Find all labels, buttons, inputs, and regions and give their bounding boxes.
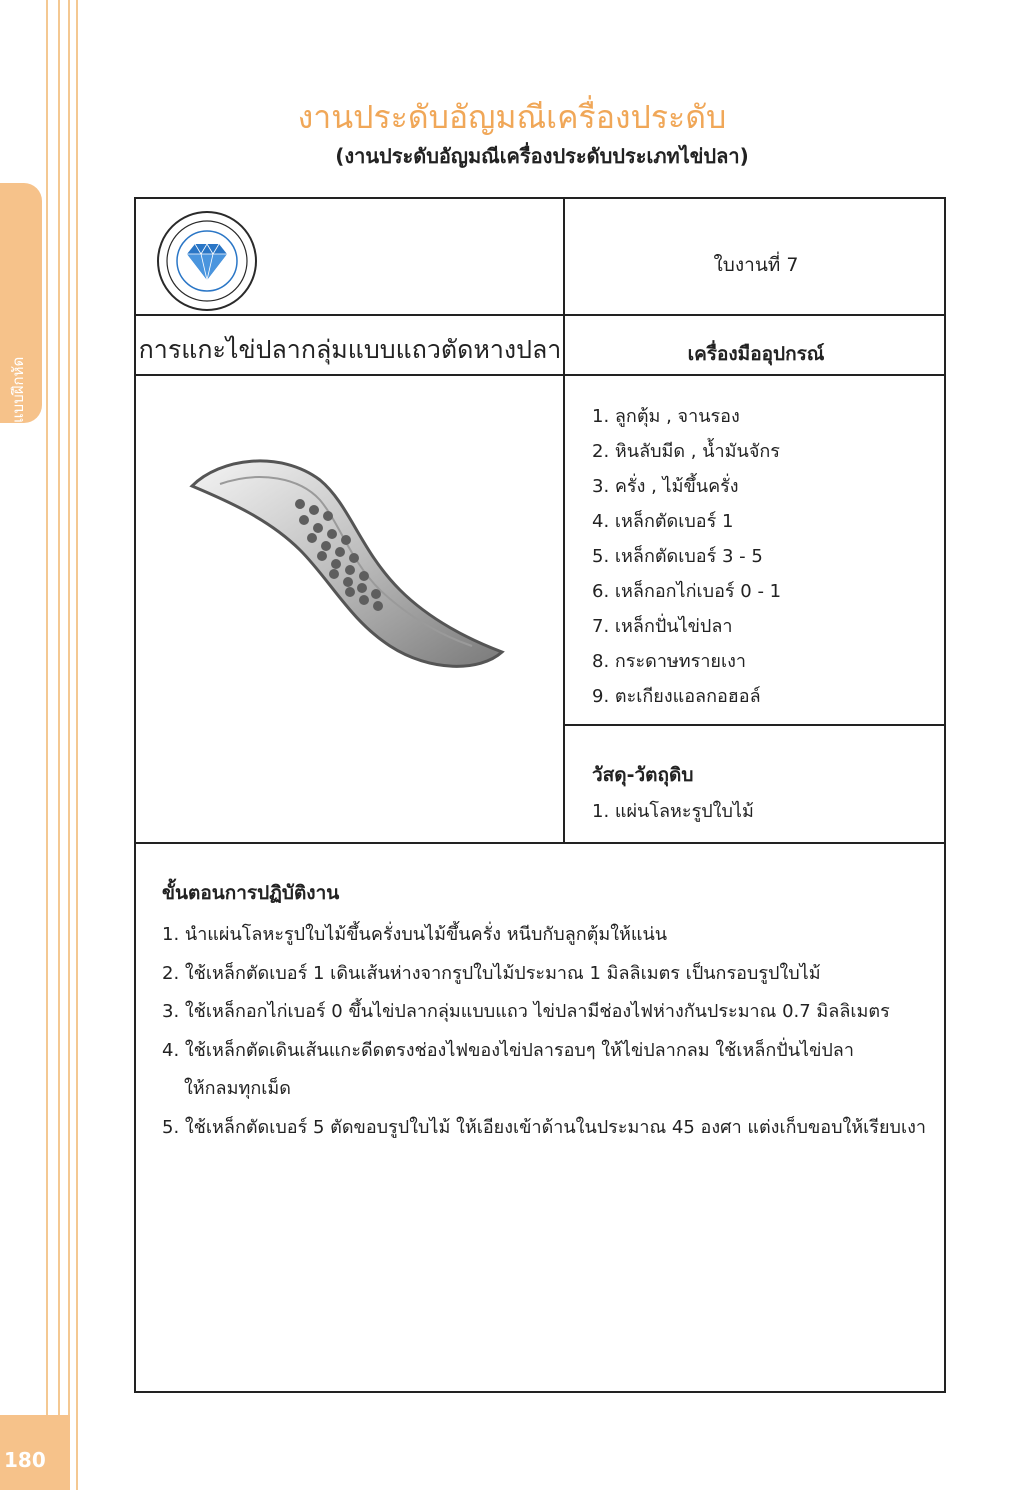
leaf-brooch-image [180, 440, 510, 680]
margin-stripe [68, 0, 70, 1490]
worksheet-frame [134, 197, 946, 1393]
step-item: 4. ใช้เหล็กตัดเดินเส้นแกะดีดตรงช่องไฟของไข่ปลารอบๆ ให้ไข่ปลากลม ใช้เหล็กปั่นไข่ปลา [162, 1039, 854, 1061]
tool-item: 3. ครั่ง , ไม้ขึ้นครั่ง [592, 476, 739, 497]
step-item: 1. นำแผ่นโลหะรูปใบไม้ขึ้นครั่งบนไม้ขึ้นครั่ง หนีบกับลูกตุ้มให้แน่น [162, 924, 668, 945]
side-tab [0, 183, 42, 423]
page-number: 180 [4, 1448, 46, 1472]
row-divider [563, 724, 946, 726]
tools-heading: เครื่องมืออุปกรณ์ [687, 343, 825, 365]
margin-stripe [58, 0, 60, 1490]
work-title: การแกะไข่ปลากลุ่มแบบแถวตัดหางปลา [138, 335, 562, 364]
page-title: งานประดับอัญมณีเครื่องประดับ [297, 98, 727, 136]
step-item: 2. ใช้เหล็กตัดเบอร์ 1 เดินเส้นห่างจากรูปใบไม้ประมาณ 1 มิลลิเมตร เป็นกรอบรูปใบไม้ [162, 962, 821, 984]
column-divider [563, 197, 565, 843]
row-divider [134, 842, 946, 844]
tool-item: 7. เหล็กปั่นไข่ปลา [592, 616, 733, 637]
tool-item: 6. เหล็กอกไก่เบอร์ 0 - 1 [592, 581, 782, 602]
step-item-continuation: ให้กลมทุกเม็ด [184, 1078, 291, 1099]
margin-stripe [46, 0, 48, 1490]
step-item: 3. ใช้เหล็กอกไก่เบอร์ 0 ขึ้นไข่ปลากลุ่มแบบแถว ไข่ปลามีช่องไฟห่างกันประมาณ 0.7 มิลลิเมตร [162, 1001, 890, 1022]
side-tab-label: แบบฝึกหัด [9, 356, 27, 423]
tool-item: 4. เหล็กตัดเบอร์ 1 [592, 511, 734, 532]
row-divider [134, 374, 946, 376]
row-divider [134, 314, 946, 316]
tool-item: 1. ลูกตุ้ม , จานรอง [592, 406, 740, 427]
tools-list [592, 404, 781, 719]
steps-heading: ขั้นตอนการปฏิบัติงาน [162, 882, 340, 904]
margin-stripe [76, 0, 78, 1490]
materials-heading: วัสดุ-วัตถุดิบ [592, 764, 694, 786]
institute-logo [156, 210, 258, 312]
tool-item: 8. กระดาษทรายเงา [592, 651, 747, 672]
step-item: 5. ใช้เหล็กตัดเบอร์ 5 ตัดขอบรูปใบไม้ ให้เอียงเข้าด้านในประมาณ 45 องศา แต่งเก็บขอบให้เรียบเงา [162, 1116, 926, 1138]
steps-list [162, 916, 932, 1147]
tool-item: 2. หินลับมีด , น้ำมันจักร [592, 441, 780, 462]
material-item: 1. แผ่นโลหะรูปใบไม้ [592, 801, 754, 822]
worksheet-number: ใบงานที่ 7 [713, 254, 799, 276]
tool-item: 5. เหล็กตัดเบอร์ 3 - 5 [592, 546, 763, 567]
tool-item: 9. ตะเกียงแอลกอฮอล์ [592, 686, 761, 707]
page-subtitle: (งานประดับอัญมณีเครื่องประดับประเภทไข่ปลา) [335, 144, 749, 168]
